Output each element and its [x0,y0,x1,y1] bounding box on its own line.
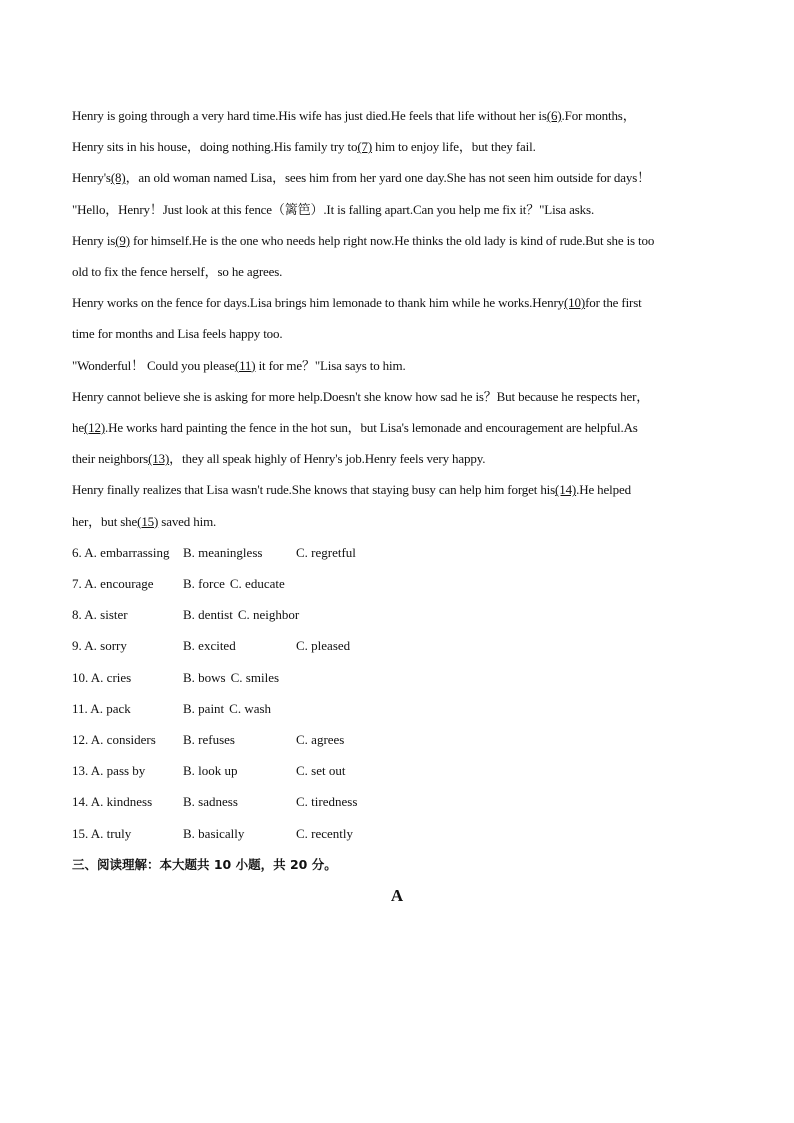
option-c: C. tiredness [296,794,358,810]
passage-line [72,100,722,131]
passage-line [72,131,722,162]
option-row [72,630,722,661]
answer-options [72,537,722,849]
option-a: 9. A. sorry [72,638,127,654]
passage-line [72,506,722,537]
passage-text: for himself.He is the one who needs help right now.He thinks the old lady is kind of rude.But she is too [129,232,655,248]
option-row [72,537,722,568]
passage-line [72,443,722,474]
option-b: B. dentist [183,607,233,623]
option-a: 12. A. considers [72,731,156,747]
option-b: B. force [183,576,225,592]
blank-number: (15) [137,513,159,529]
passage-line [72,194,722,225]
option-c: C. regretful [296,544,356,560]
option-b: B. sadness [183,794,238,810]
option-b: B. excited [183,638,236,654]
passage-line [72,287,722,318]
exam-page [72,100,722,880]
passage-text: old to fix the fence herself，so he agrees. [72,264,283,280]
option-row [72,662,722,693]
passage-text: time for months and Lisa feels happy too. [72,326,283,342]
option-b: B. paint [183,700,225,716]
option-a: 10. A. cries [72,669,132,685]
blank-number: (10) [564,295,586,311]
option-row [72,568,722,599]
passage-line [72,256,722,287]
cloze-passage [72,100,722,537]
passage-line [72,412,722,443]
option-a: 8. A. sister [72,607,128,623]
option-row [72,693,722,724]
passage-text: ，they all speak highly of Henry's job.Henry feels very happy. [169,451,486,467]
passage-text: their neighbors [72,451,149,467]
option-c: C. recently [296,825,354,841]
passage-line [72,162,722,193]
option-row [72,786,722,817]
passage-text: Henry works on the fence for days.Lisa brings him lemonade to thank him while he works.Henry [72,295,564,311]
option-a: 13. A. pass by [72,763,146,779]
blank-number: (8) [110,170,126,186]
passage-text: it for me？"Lisa says to him. [255,357,406,373]
passage-text: .For months， [561,108,636,123]
option-c: C. educate [229,576,285,592]
passage-line [72,381,722,412]
blank-number: (9) [115,232,130,248]
option-c: C. agrees [296,731,345,747]
option-a: 11. A. pack [72,700,131,716]
option-a: 6. A. embarrassing [72,544,170,560]
option-a: 7. A. encourage [72,576,154,592]
passage-text: Henry finally realizes that Lisa wasn't rude.She knows that staying busy can help him forget his [72,482,556,498]
passage-text: ，an old woman named Lisa，sees him from her yard one day.She has not seen him outside for days！ [125,170,650,186]
option-b: B. refuses [183,731,235,747]
passage-line [72,318,722,349]
blank-number: (14) [555,482,577,498]
passage-text: .He helped [576,482,631,498]
part-label: A [390,886,404,905]
passage-text: Henry's [72,170,111,186]
option-c: C. set out [296,763,346,779]
passage-text: .He works hard painting the fence in the hot sun，but Lisa's lemonade and encouragement are helpful.As [105,420,638,436]
option-a: 15. A. truly [72,825,132,841]
option-row [72,818,722,849]
passage-text: he [72,420,84,436]
blank-number: (11) [234,357,256,373]
option-c: C. pleased [296,638,351,654]
passage-text: "Wonderful！ Could you please [72,357,235,373]
option-b: B. basically [183,825,245,841]
blank-number: (13) [148,451,170,467]
passage-text: him to enjoy life，but they fail. [372,139,536,155]
option-c: C. neighbor [237,607,300,623]
passage-text: Henry cannot believe she is asking for more help.Doesn't she know how sad he is？But because he respects her， [72,388,650,404]
section-title: 三、阅读理解：本大题共 10 小题，共 20 分。 [72,856,337,872]
option-b: B. meaningless [183,544,263,560]
blank-number: (7) [357,139,373,155]
passage-line [72,474,722,505]
passage-text: Henry is going through a very hard time.His wife has just died.He feels that life without her is [72,108,547,123]
blank-number: (6) [546,108,562,123]
blank-number: (12) [83,420,106,436]
passage-text: for the first [585,295,642,311]
passage-text: saved him. [158,513,217,529]
option-b: B. look up [183,763,238,779]
passage-line [72,225,722,256]
option-row [72,724,722,755]
option-b: B. bows [183,669,226,685]
option-row [72,755,722,786]
passage-line [72,350,722,381]
option-row [72,599,722,630]
passage-text: her，but she [72,513,138,529]
option-c: C. smiles [230,669,280,685]
option-a: 14. A. kindness [72,794,153,810]
passage-text: Henry sits in his house，doing nothing.His family try to [72,139,358,155]
passage-text: "Hello，Henry！Just look at this fence（篱笆）.It is falling apart.Can you help me fix it？"Lisa asks. [72,201,595,217]
option-c: C. wash [229,700,272,716]
passage-text: Henry is [72,232,116,248]
